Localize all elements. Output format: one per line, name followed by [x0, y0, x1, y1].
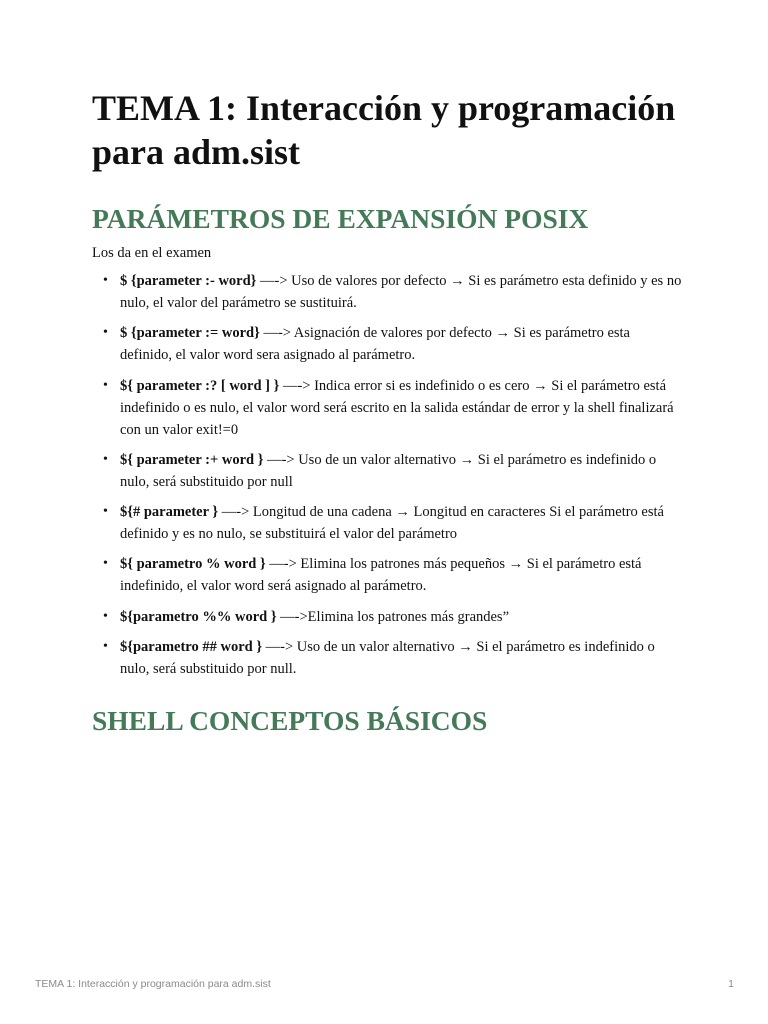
param-code: ${# parameter } — [120, 504, 219, 521]
param-description: —-> Uso de valores por defecto → Si es parámetro esta definido y es no nulo, el valor del parámetro se sustituirá. — [120, 273, 682, 311]
list-item — [92, 375, 682, 441]
param-code: ${ parameter :+ word } — [120, 451, 264, 468]
param-description: —->Elimina los patrones más grandes” — [276, 608, 510, 625]
param-description: —-> Elimina los patrones más pequeños → Si el parámetro está indefinido, el valor word será asignado al parámetro. — [120, 556, 642, 595]
param-code: $ {parameter :- word} — [120, 273, 257, 289]
param-code: ${parametro %% word } — [120, 608, 277, 625]
bullet-icon: • — [103, 451, 108, 467]
section-heading-posix: PARÁMETROS DE EXPANSIÓN POSIX — [92, 203, 589, 234]
bullet-icon: • — [103, 556, 108, 572]
footer-page-number: 1 — [728, 978, 734, 990]
param-description: —-> Uso de un valor alternativo → Si el parámetro es indefinido o nulo, será substituido por null. — [120, 639, 655, 678]
footer-document-title: TEMA 1: Interacción y programación para adm.sist — [35, 978, 271, 990]
section-intro: Los da en el examen — [92, 245, 212, 261]
list-item — [92, 270, 682, 314]
bullet-icon: • — [103, 325, 108, 341]
document-title: TEMA 1: Interacción y programación para adm.sist — [92, 88, 676, 172]
section-heading-shell: SHELL CONCEPTOS BÁSICOS — [92, 705, 488, 737]
param-description: —-> Longitud de una cadena → Longitud en caracteres Si el parámetro está definido y es no nulo, se substituirá el valor del parámetro — [120, 504, 664, 543]
parameter-list — [92, 270, 682, 680]
bullet-icon: • — [103, 639, 108, 655]
document-page — [92, 86, 682, 738]
param-code: $ {parameter := word} — [120, 325, 260, 342]
param-code: ${ parametro % word } — [120, 556, 266, 573]
param-code: ${parametro ## word } — [120, 639, 263, 656]
bullet-icon: • — [103, 608, 108, 624]
param-description: —-> Asignación de valores por defecto → Si es parámetro esta definido, el valor word sera asignado al parámetro. — [120, 325, 630, 364]
list-item — [92, 553, 682, 597]
list-item — [92, 501, 682, 545]
param-description: —-> Uso de un valor alternativo → Si el parámetro es indefinido o nulo, será substituido por null — [120, 451, 657, 490]
list-item — [92, 322, 682, 366]
param-code: ${ parameter :? [ word ] } — [120, 377, 280, 394]
list-item — [92, 636, 682, 680]
bullet-icon: • — [103, 377, 108, 393]
list-item — [92, 606, 682, 628]
list-item — [92, 449, 682, 493]
param-description: —-> Indica error si es indefinido o es cero → Si el parámetro está indefinido o es nulo, el valor word será escrito en la salida estándar de error y la shell finalizará con un valor exit!=0 — [120, 377, 674, 438]
bullet-icon: • — [103, 273, 108, 288]
bullet-icon: • — [103, 504, 108, 520]
